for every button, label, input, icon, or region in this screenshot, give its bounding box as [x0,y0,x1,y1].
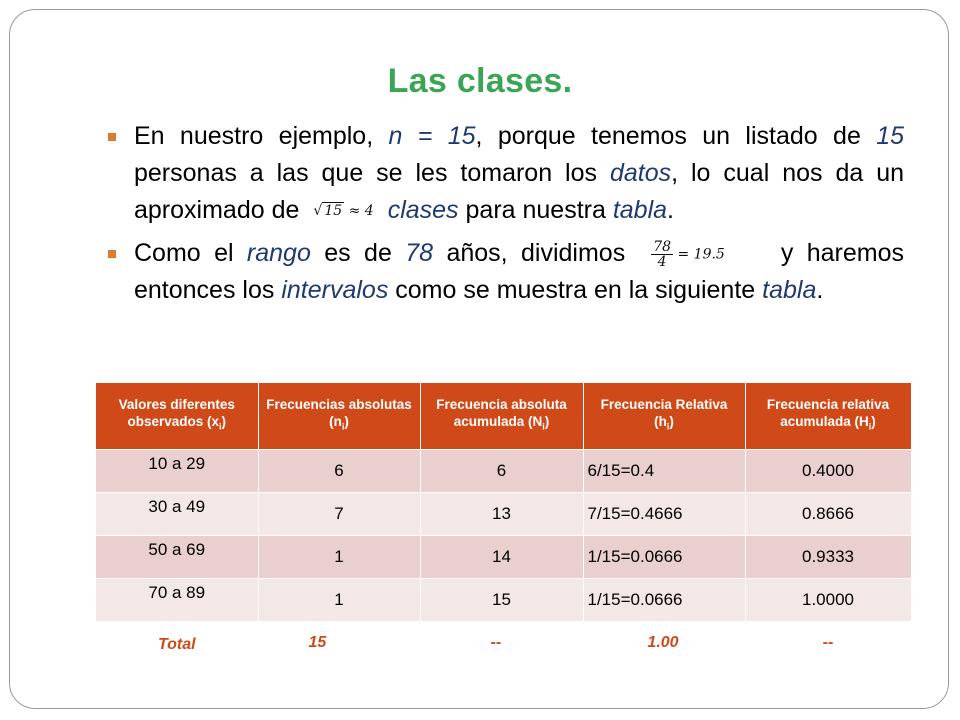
table-cell: 0.4000 [745,450,911,493]
table-cell: 6 [258,450,420,493]
square-bullet-icon [108,133,116,141]
table-cell: Total [96,622,258,665]
slide-title: Las clases. [387,62,573,100]
table-cell: 1.0000 [745,579,911,622]
table-cell: 1 [258,536,420,579]
table-cell: 14 [420,536,583,579]
table-cell: 1/15=0.0666 [583,579,745,622]
header-frecuencias-absolutas: Frecuencias absolutas $(n_i)$ [258,383,420,450]
table-row [96,579,911,622]
table-row [96,493,911,536]
sqrt-formula: √ 15 ≈ 4 [313,203,374,220]
header-frecuencia-relativa: Frecuencia Relativa $(h_i)$ [583,383,745,450]
table-cell: 6/15=0.4 [583,450,745,493]
table-total-row [96,622,911,665]
table-cell: -- [420,622,583,665]
bullet-item-1: En nuestro ejemplo, n = 15, porque tenemos un listado de 15 personas a las que se les tomaron los datos, lo cual nos da un aproximado de √ 15 ≈ 4 clases para nuestra tabla. [108,118,904,229]
table-cell: 7 [258,493,420,536]
header-frecuencia-relativa-acumulada: Frecuencia relativa acumulada $(H_i)$ [745,383,911,450]
table-cell: 0.9333 [745,536,911,579]
frequency-table [96,383,912,664]
bullet-item-2: Como el rango es de 78 años, dividimos $\frac{78}{4}$ = 19.5 y haremos entonces los intervalos como se muestra en la siguiente tabla. [108,235,904,309]
table-cell: 50 a 69 [96,536,258,579]
table-cell: 13 [420,493,583,536]
table-cell: 10 a 29 [96,450,258,493]
square-bullet-icon [108,250,116,258]
table-row [96,450,911,493]
table-row [96,536,911,579]
header-valores: Valores diferentes observados $(x_i)$ [96,383,258,450]
table-cell: 1/15=0.0666 [583,536,745,579]
table-cell: 7/15=0.4666 [583,493,745,536]
bullet-list [108,118,904,315]
header-frecuencia-absoluta-acumulada: Frecuencia absoluta acumulada $(N_i)$ [420,383,583,450]
table-cell: 15 [420,579,583,622]
table-cell: 0.8666 [745,493,911,536]
table-cell: 30 a 49 [96,493,258,536]
division-formula: $\frac{78}{4}$ = 19.5 [653,238,725,270]
table-cell: 15 [258,622,420,665]
table-header-row [96,383,911,450]
table-cell: 1.00 [583,622,745,665]
table-cell: 1 [258,579,420,622]
table-cell: 6 [420,450,583,493]
table-cell: -- [745,622,911,665]
table-cell: 70 a 89 [96,579,258,622]
